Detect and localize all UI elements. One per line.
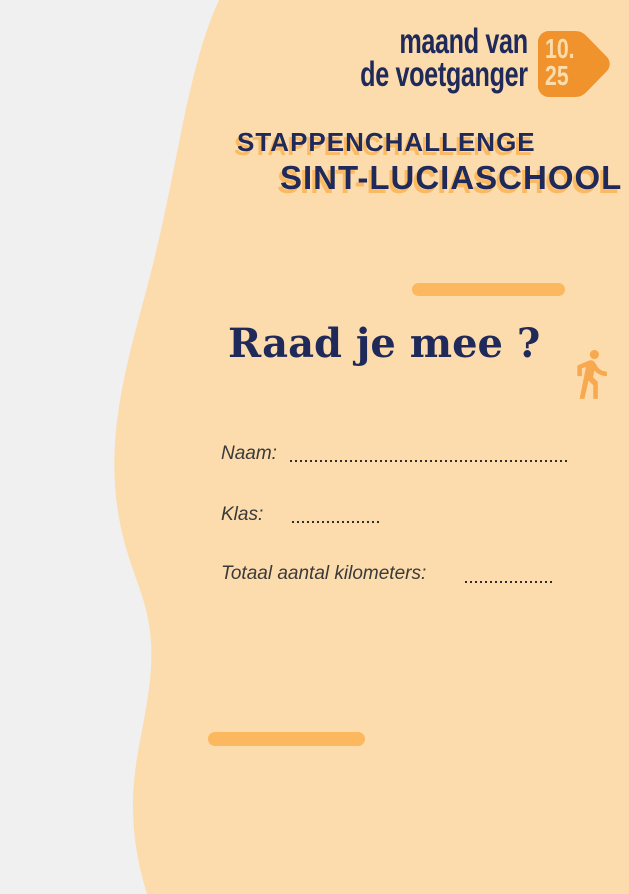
logo-wordmark: [360, 22, 528, 94]
badge-year: 25: [545, 59, 569, 91]
challenge-title: STAPPENCHALLENGE: [237, 127, 536, 157]
logo-line-2: de voetganger: [360, 54, 528, 94]
badge-month: 10.: [545, 33, 575, 64]
field-label-naam: Naam:: [221, 443, 277, 464]
page-title: Raad je mee ?: [228, 320, 541, 367]
dotted-line-klas: [292, 520, 379, 523]
date-badge: [538, 31, 612, 97]
field-label-kilometers: Totaal aantal kilometers:: [221, 563, 427, 584]
divider-bar-bottom: [208, 732, 365, 746]
logo-line-1: maand van: [399, 22, 528, 61]
badge-date-text: [545, 33, 575, 91]
dotted-line-kilometers: [465, 580, 553, 583]
walking-person-icon: [566, 341, 616, 409]
divider-bar-top: [412, 283, 565, 296]
dotted-line-naam: [290, 459, 567, 462]
field-label-klas: Klas:: [221, 504, 264, 525]
school-title: SINT-LUCIASCHOOL: [280, 159, 623, 196]
